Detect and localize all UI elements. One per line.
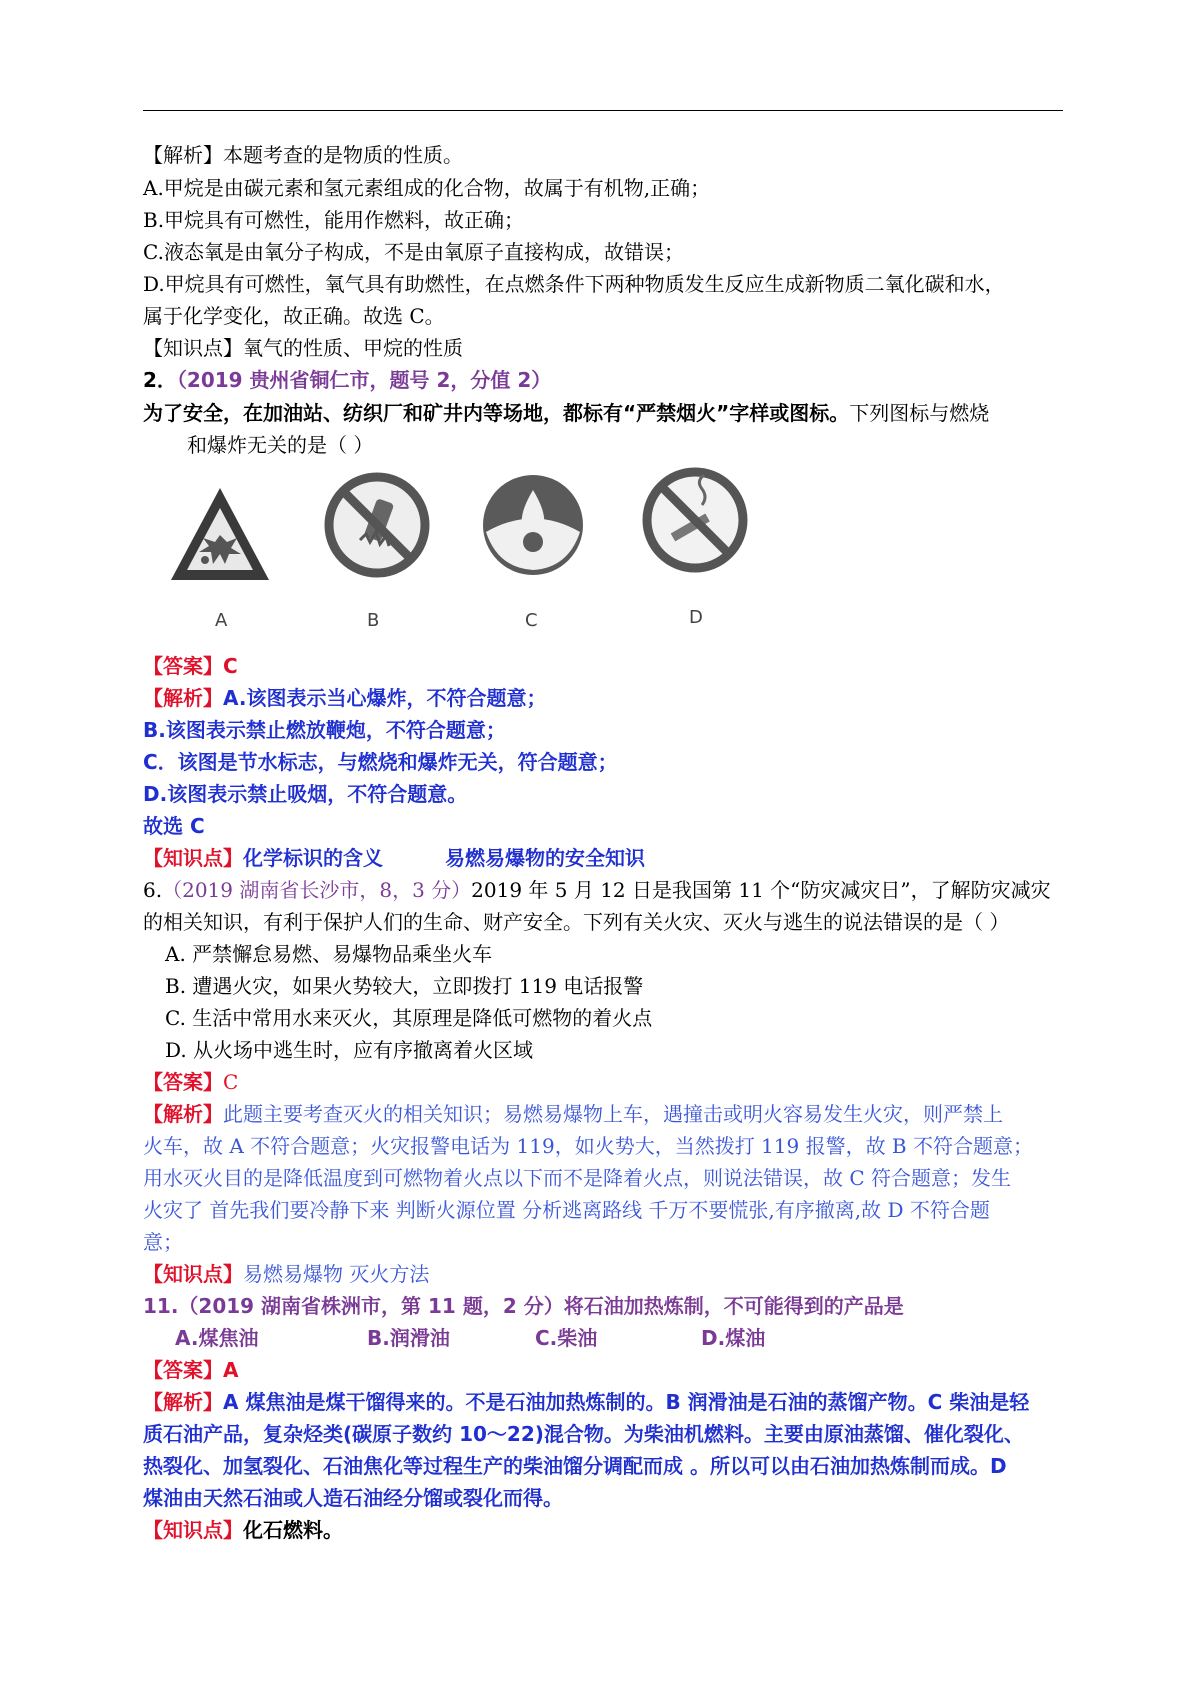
q11-option-d: D.煤油 bbox=[701, 1326, 766, 1350]
q2-answer: 【答案】C bbox=[143, 654, 238, 678]
q6-analysis-1: 【解析】此题主要考查灭火的相关知识；易燃易爆物上车，遇撞击或明火容易发生火灾，则严禁上 bbox=[143, 1102, 1003, 1126]
q11-answer-value: A bbox=[223, 1358, 239, 1382]
q2-stem-bold: 为了安全，在加油站、纺织厂和矿井内等场地，都标有“严禁烟火”字样或图标。 bbox=[143, 401, 850, 425]
q6-analysis-4: 火灾了 首先我们要冷静下来 判断火源位置 分析逃离路线 千万不要慌张,有序撤离,故 D 不符合题 bbox=[143, 1198, 990, 1222]
prev-analysis-d1: D.甲烷具有可燃性，氧气具有助燃性，在点燃条件下两种物质发生反应生成新物质二氧化碳和水， bbox=[143, 272, 1005, 296]
prev-analysis-b: B.甲烷具有可燃性，能用作燃料，故正确； bbox=[143, 208, 525, 232]
q11-analysis-1: 【解析】A 煤焦油是煤干馏得来的。不是石油加热炼制的。B 润滑油是石油的蒸馏产物。C 柴油是轻 bbox=[143, 1390, 1030, 1414]
prev-analysis-c: C.液态氧是由氧分子构成，不是由氧原子直接构成，故错误； bbox=[143, 240, 684, 264]
q2-knowledge: 【知识点】化学标识的含义 易燃易爆物的安全知识 bbox=[143, 846, 645, 870]
q6-option-d: D. 从火场中逃生时，应有序撤离着火区域 bbox=[165, 1038, 534, 1062]
q6-option-c: C. 生活中常用水来灭火，其原理是降低可燃物的着火点 bbox=[165, 1006, 653, 1030]
q11-option-c: C.柴油 bbox=[535, 1326, 598, 1350]
prev-analysis: 【解析】本题考查的是物质的性质。 bbox=[143, 143, 463, 167]
q2-answer-value: C bbox=[223, 654, 238, 678]
q2-stem-line1 bbox=[143, 398, 989, 428]
explosion-warning-icon bbox=[165, 480, 275, 590]
q6-stem-line1: 6.（2019 湖南省长沙市，8，3 分）2019 年 5 月 12 日是我国第 11 个“防灾减灾日”，了解防灾减灾 bbox=[143, 878, 1051, 902]
q6-analysis-3: 用水灭火目的是降低温度到可燃物着火点以下而不是降着火点，则说法错误，故 C 符合题意；发生 bbox=[143, 1166, 1012, 1190]
q6-answer-value: C bbox=[223, 1070, 239, 1094]
no-smoking-icon bbox=[640, 465, 750, 575]
q2-stem-tail: 下列图标与燃烧 bbox=[849, 401, 990, 425]
q11-analysis-4: 煤油由天然石油或人造石油经分馏或裂化而得。 bbox=[143, 1486, 563, 1510]
q2-icon-label-d: D bbox=[689, 607, 703, 628]
q11-analysis-2: 质石油产品，复杂烃类(碳原子数约 10～22)混合物。为柴油机燃料。主要由原油蒸馏、催化裂化、 bbox=[143, 1422, 1024, 1446]
q6-analysis-5: 意； bbox=[143, 1230, 183, 1254]
q6-number: 6. bbox=[143, 878, 163, 902]
q11-source: 11.（2019 湖南省株洲市，第 11 题，2 分） bbox=[143, 1294, 564, 1318]
q11-stem: 11.（2019 湖南省株洲市，第 11 题，2 分）将石油加热炼制，不可能得到的产品是 bbox=[143, 1294, 904, 1318]
q2-number: 2． bbox=[143, 368, 177, 392]
q11-option-a: A.煤焦油 bbox=[175, 1326, 259, 1350]
q2-header bbox=[143, 365, 551, 395]
prev-knowledge: 【知识点】氧气的性质、甲烷的性质 bbox=[143, 336, 463, 360]
q2-analysis-a: 【解析】A.该图表示当心爆炸，不符合题意； bbox=[143, 686, 547, 710]
q6-source: （2019 湖南省长沙市，8，3 分） bbox=[162, 878, 472, 902]
q2-icon-label-c: C bbox=[525, 610, 538, 631]
q2-analysis-c: C．该图是节水标志，与燃烧和爆炸无关，符合题意； bbox=[143, 750, 618, 774]
q6-answer: 【答案】C bbox=[143, 1070, 239, 1094]
q11-knowledge: 【知识点】化石燃料。 bbox=[143, 1518, 343, 1542]
q6-knowledge: 【知识点】易燃易爆物 灭火方法 bbox=[143, 1262, 430, 1286]
no-firecrackers-icon bbox=[322, 470, 432, 580]
q6-option-a: A. 严禁懈怠易燃、易爆物品乘坐火车 bbox=[165, 942, 493, 966]
q11-answer: 【答案】A bbox=[143, 1358, 239, 1382]
q2-icon-label-a: A bbox=[215, 610, 228, 631]
water-saving-icon bbox=[478, 470, 588, 580]
q11-option-b: B.润滑油 bbox=[367, 1326, 450, 1350]
q2-source: （2019 贵州省铜仁市，题号 2，分值 2） bbox=[176, 368, 552, 392]
q2-stem-line2: 和爆炸无关的是（ ） bbox=[187, 433, 374, 457]
q6-stem-line2: 的相关知识，有利于保护人们的生命、财产安全。下列有关火灾、灭火与逃生的说法错误的是（ ） bbox=[143, 910, 1010, 934]
q2-icon-label-b: B bbox=[367, 610, 380, 631]
q2-choose: 故选 C bbox=[143, 814, 205, 838]
q6-option-b: B. 遭遇火灾，如果火势较大，立即拨打 119 电话报警 bbox=[165, 974, 644, 998]
header-rule bbox=[143, 110, 1063, 111]
prev-analysis-a: A.甲烷是由碳元素和氢元素组成的化合物，故属于有机物,正确； bbox=[143, 176, 711, 200]
q2-analysis-b: B.该图表示禁止燃放鞭炮，不符合题意； bbox=[143, 718, 506, 742]
q11-analysis-3: 热裂化、加氢裂化、石油焦化等过程生产的柴油馏分调配而成 。所以可以由石油加热炼制而成。D bbox=[143, 1454, 1007, 1478]
prev-analysis-d2: 属于化学变化，故正确。故选 C。 bbox=[143, 304, 445, 328]
q2-analysis-d: D.该图表示禁止吸烟，不符合题意。 bbox=[143, 782, 468, 806]
q6-analysis-2: 火车，故 A 不符合题意；火灾报警电话为 119，如火势大，当然拨打 119 报警，故 B 不符合题意； bbox=[143, 1134, 1033, 1158]
